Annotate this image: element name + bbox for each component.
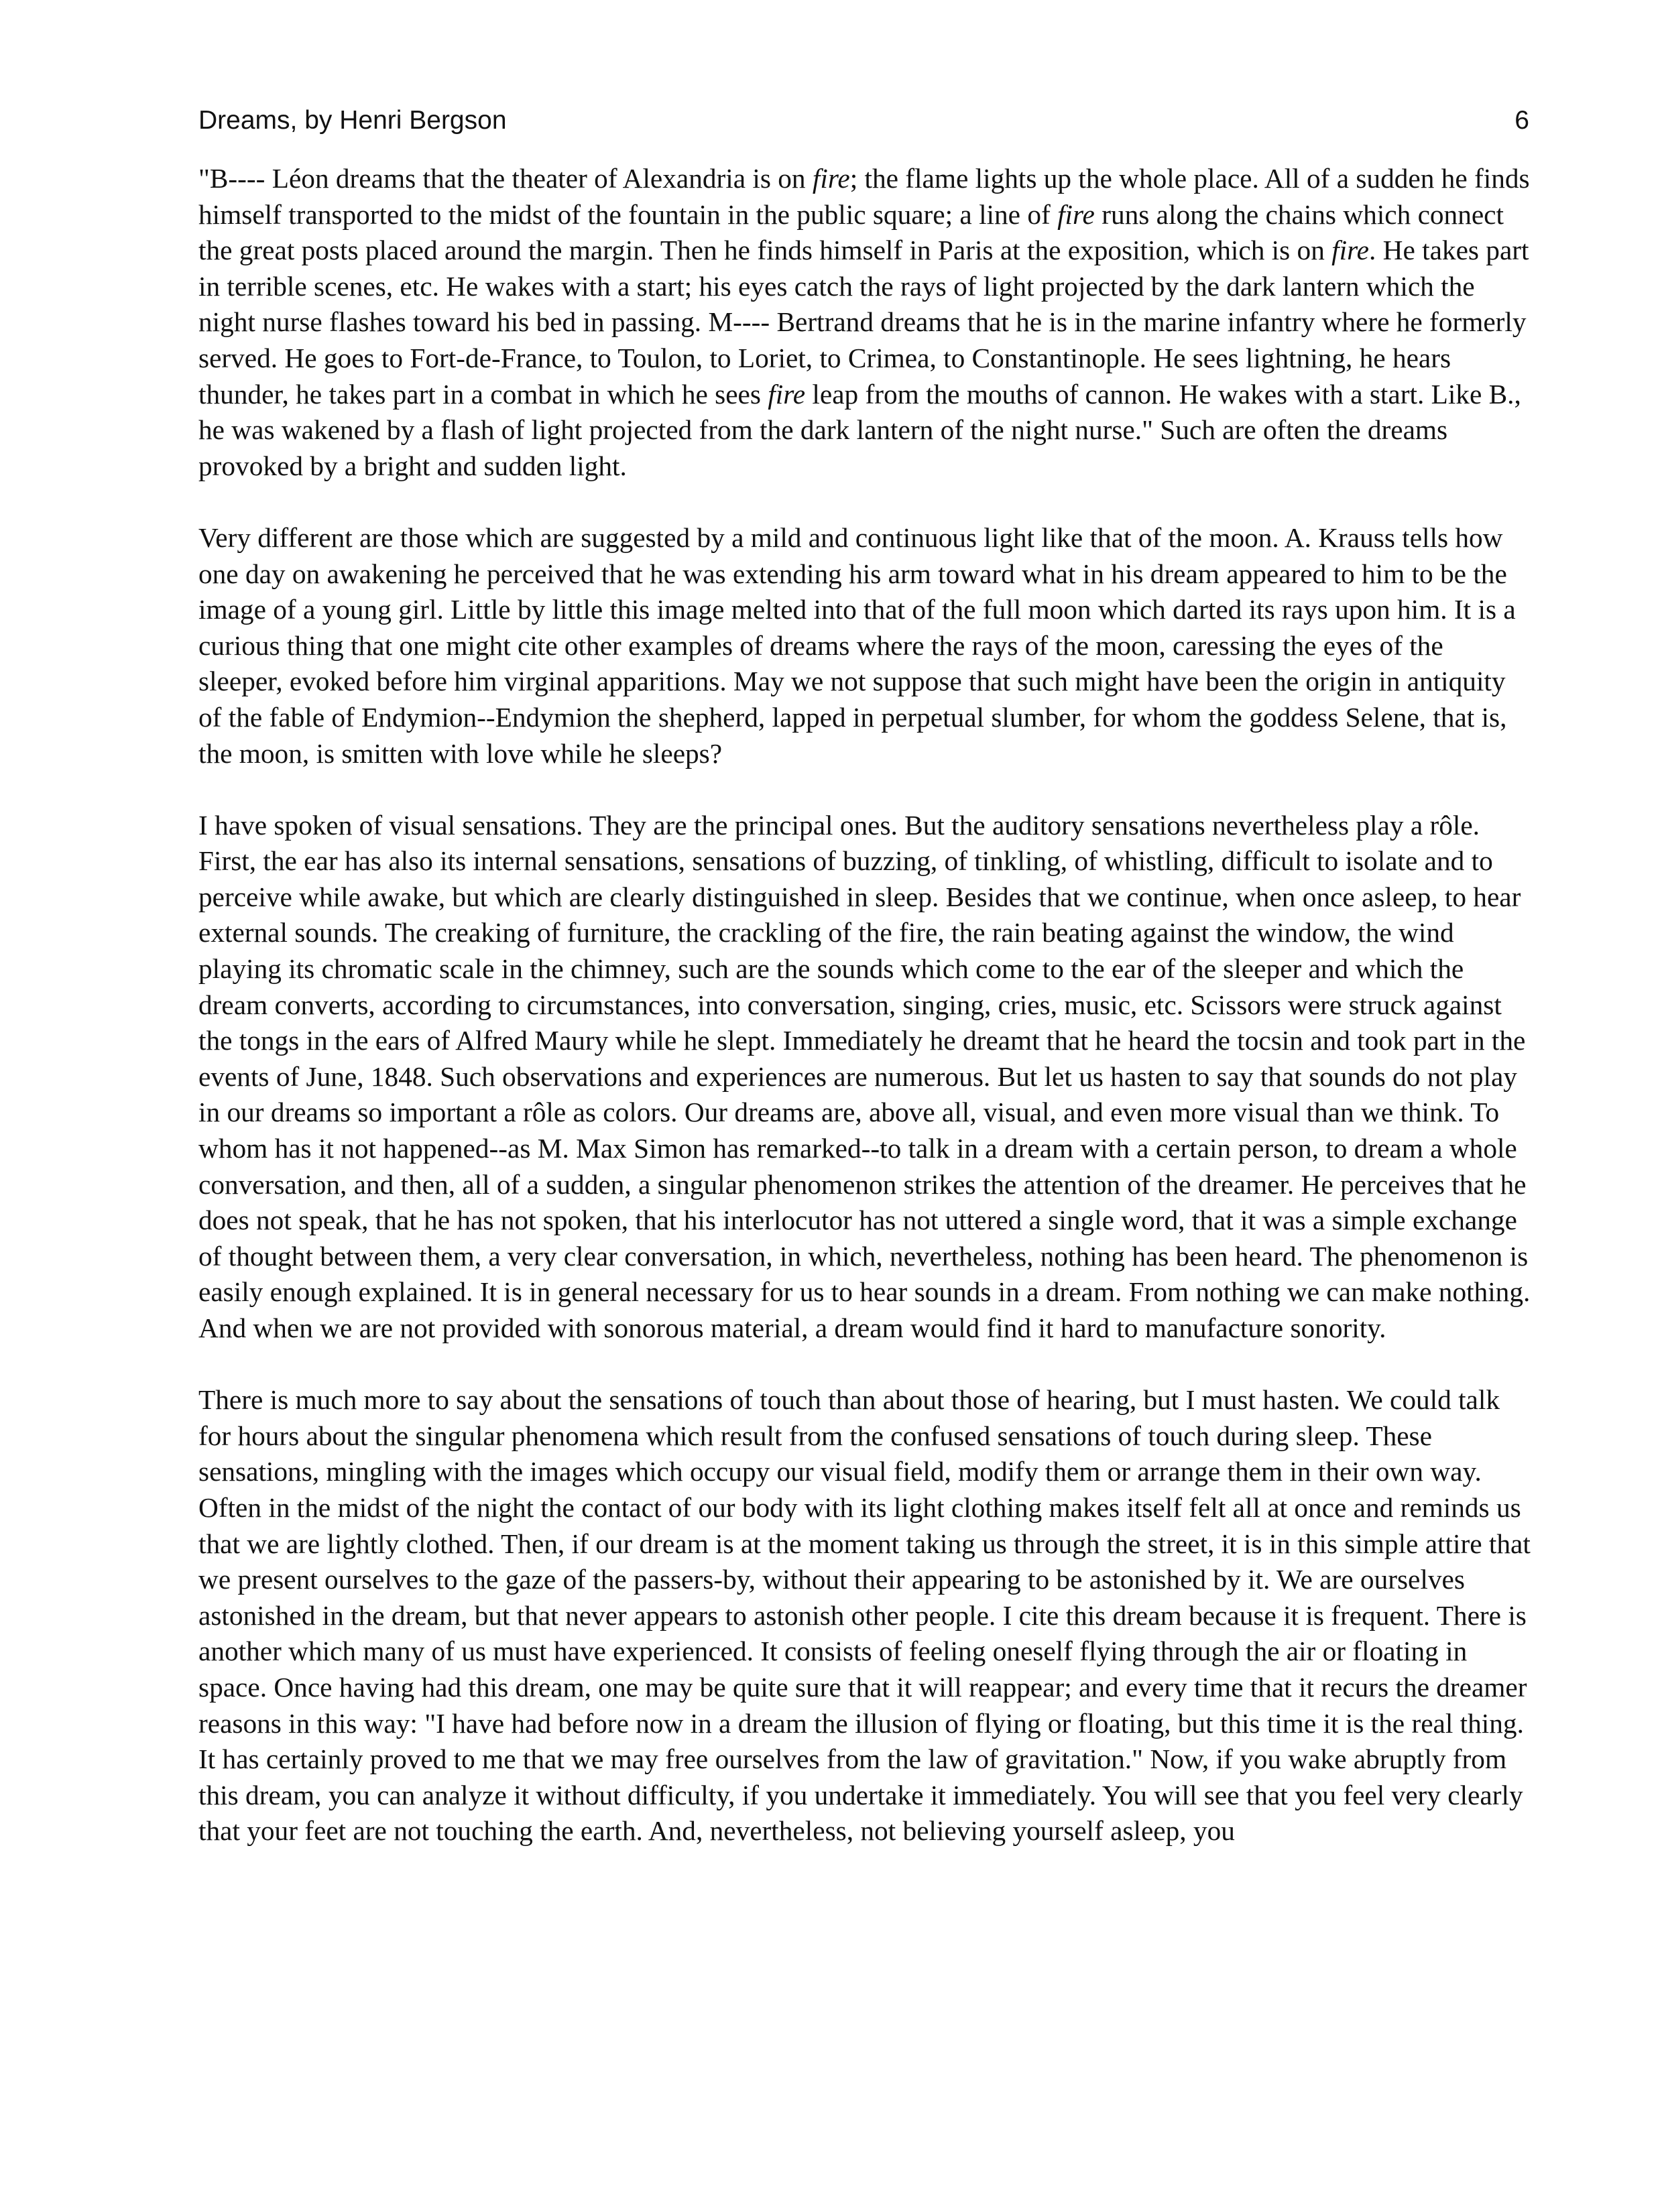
paragraph-3 [198,808,1533,1347]
page-header [198,101,1529,141]
text-run: ; the flame lights up the whole place. All of a sudden he finds himself transported to the midst of the fountain in the public square; a line of [198,163,1530,230]
paragraph-1 [198,161,1533,484]
text-run: Very different are those which are suggested by a mild and continuous light like that of the moon. A. Krauss tells how one day on awakening he perceived that he was extending his arm toward what in his dream appeared to him to be the image of a young girl. Little by little this image melted into that of the full moon which darted its rays upon him. It is a curious thing that one might cite other examples of dreams where the rays of the moon, caressing the eyes of the sleeper, evoked before him virginal apparitions. May we not suppose that such might have been the origin in antiquity of the fable of Endymion--Endymion the shepherd, lapped in perpetual slumber, for whom the goddess Selene, that is, the moon, is smitten with love while he sleeps? [198,521,1516,769]
italic-word-fire: fire [768,378,806,410]
italic-word-fire: fire [812,163,850,194]
text-run: There is much more to say about the sensations of touch than about those of hearing, but I must hasten. We could talk for hours about the singular phenomena which result from the confused sensations of touch during sleep. These sensations, mingling with the images which occupy our visual field, modify them or arrange them in their own way. Often in the midst of the night the contact of our body with its light clothing makes itself felt all at once and reminds us that we are lightly clothed. Then, if our dream is at the moment taking us through the street, it is in this simple attire that we present ourselves to the gaze of the passers-by, without their appearing to be astonished by it. We are ourselves astonished in the dream, but that never appears to astonish other people. I cite this dream because it is frequent. There is another which many of us must have experienced. It consists of feeling oneself flying through the air or floating in space. Once having had this dream, one may be quite sure that it will reappear; and every time that it recurs the dreamer reasons in this way: "I have had before now in a dream the illusion of flying or floating, but this time it is the real thing. It has certainly proved to me that we may free ourselves from the law of gravitation." Now, if you wake abruptly from this dream, you can analyze it without difficulty, if you undertake it immediately. You will see that you feel very clearly that your feet are not touching the earth. And, nevertheless, not believing yourself asleep, you [198,1384,1531,1847]
text-run: I have spoken of visual sensations. They are the principal ones. But the auditory sensations nevertheless play a rôle. First, the ear has also its internal sensations, sensations of buzzing, of tinkling, of whistling, difficult to isolate and to perceive while awake, but which are clearly distinguished in sleep. Besides that we continue, when once asleep, to hear external sounds. The creaking of furniture, the crackling of the fire, the rain beating against the window, the wind playing its chromatic scale in the chimney, such are the sounds which come to the ear of the sleeper and which the dream converts, according to circumstances, into conversation, singing, cries, music, etc. Scissors were struck against the tongs in the ears of Alfred Maury while he slept. Immediately he dreamt that he heard the tocsin and took part in the events of June, 1848. Such observations and experiences are numerous. But let us hasten to say that sounds do not play in our dreams so important a rôle as colors. Our dreams are, above all, visual, and even more visual than we think. To whom has it not happened--as M. Max Simon has remarked--to talk in a dream with a certain person, to dream a whole conversation, and then, all of a sudden, a singular phenomenon strikes the attention of the dreamer. He perceives that he does not speak, that he has not spoken, that his interlocutor has not uttered a single word, that it was a simple exchange of thought between them, a very clear conversation, in which, nevertheless, nothing has been heard. The phenomenon is easily enough explained. It is in general necessary for us to hear sounds in a dream. From nothing we can make nothing. And when we are not provided with sonorous material, a dream would find it hard to manufacture sonority. [198,809,1531,1343]
italic-word-fire: fire [1331,235,1369,266]
page-number: 6 [1515,106,1529,135]
running-title: Dreams, by Henri Bergson [198,106,507,135]
body-text [198,161,1533,1849]
paragraph-2 [198,520,1533,772]
paragraph-4 [198,1382,1533,1849]
text-run: . He takes part in terrible scenes, etc. He wakes with a start; his eyes catch the rays of light projected by the dark lantern which the night nurse flashes toward his bed in passing. M---- Bertrand dreams that he is in the marine infantry where he formerly served. He goes to Fort-de-France, to Toulon, to Loriet, to Crimea, to Constantinople. He sees lightning, he hears thunder, he takes part in a combat in which he sees [198,235,1529,410]
italic-word-fire: fire [1057,198,1095,230]
text-run: "B---- Léon dreams that the theater of Alexandria is on [198,163,813,194]
text-run: runs along the chains which connect the great posts placed around the margin. Then he finds himself in Paris at the exposition, which is on [198,198,1504,266]
text-run: leap from the mouths of cannon. He wakes with a start. Like B., he was wakened by a flash of light projected from the dark lantern of the night nurse." Such are often the dreams provoked by a bright and sudden light. [198,378,1521,481]
